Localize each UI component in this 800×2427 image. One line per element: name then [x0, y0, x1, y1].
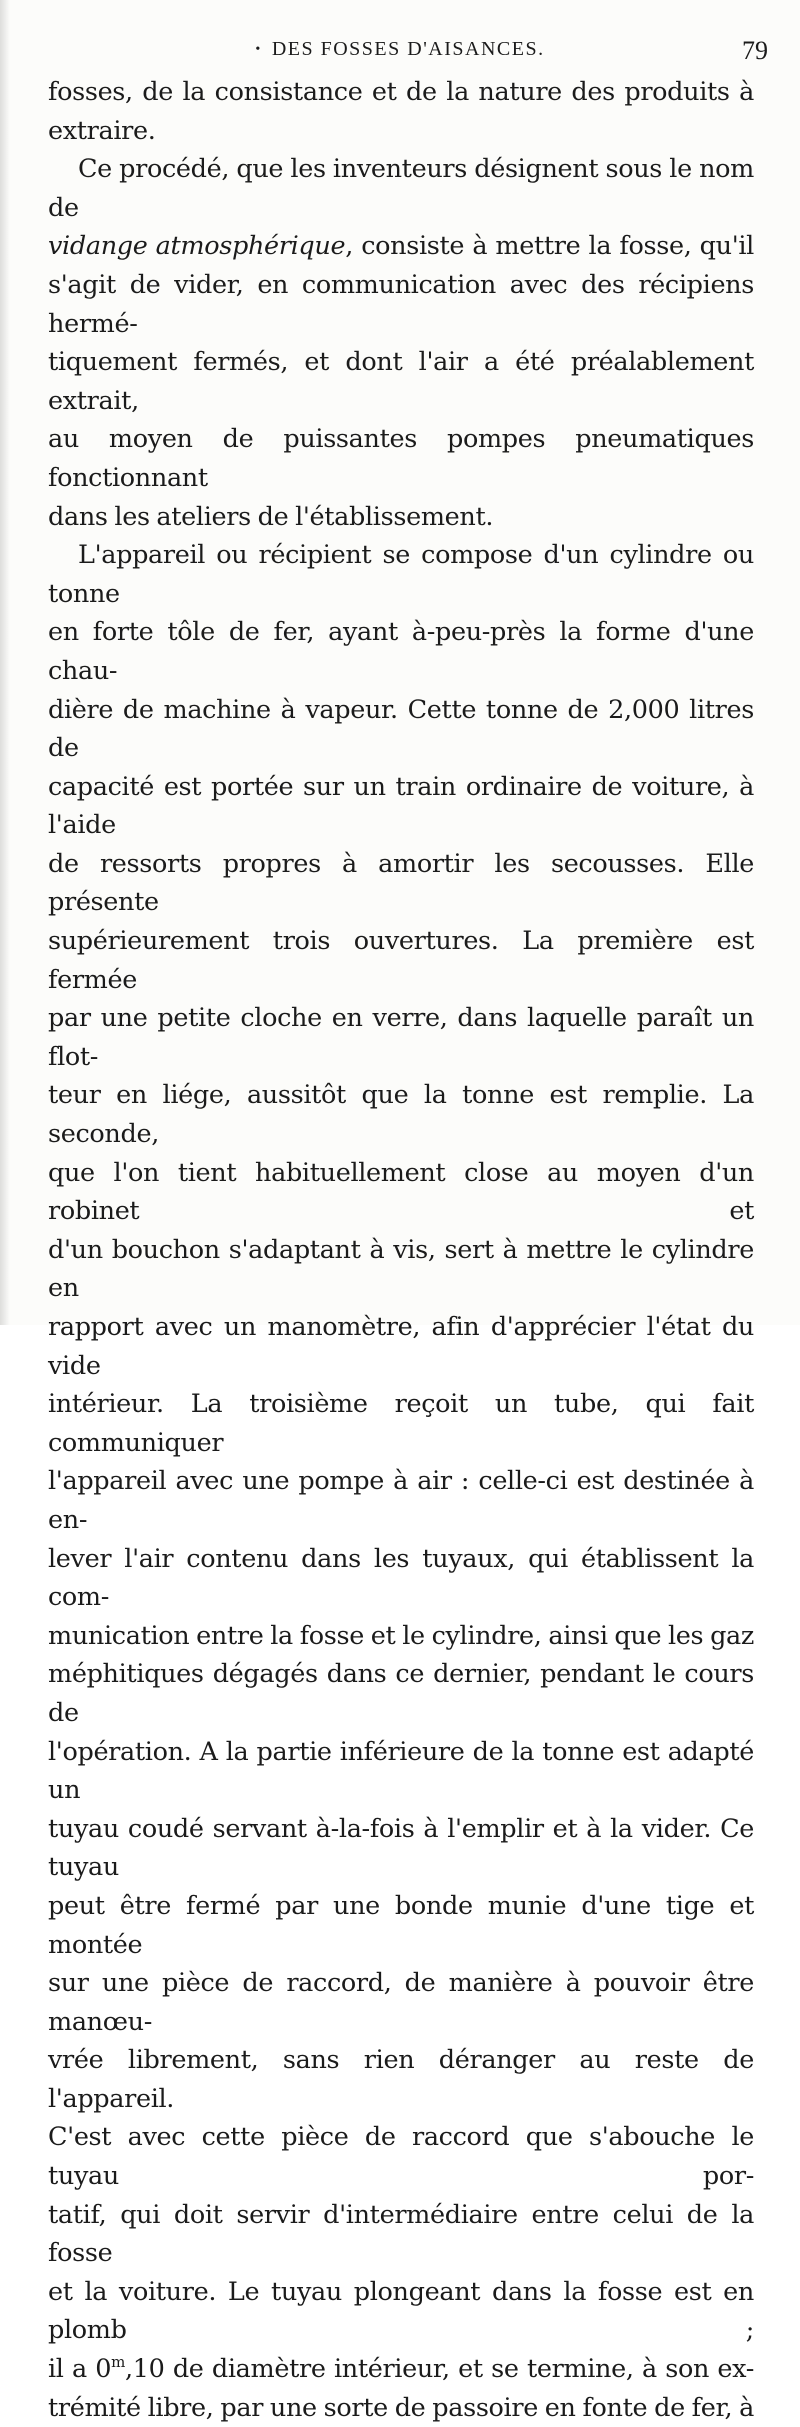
- text-line: au moyen de puissantes pompes pneumatiques fonctionnant: [48, 424, 754, 493]
- text-line: sur une pièce de raccord, de manière à pouvoir être manœu-: [48, 1968, 754, 2037]
- text-line: trémité libre, par une sorte de passoire en fonte de fer, à: [48, 2392, 754, 2423]
- text-line: C'est avec cette pièce de raccord que s'abouche le tuyau por-: [48, 2122, 754, 2192]
- text-line: par une petite cloche en verre, dans laquelle paraît un flot-: [48, 1003, 754, 1072]
- text-line: teur en liége, aussitôt que la tonne est remplie. La seconde,: [48, 1080, 754, 1150]
- running-head: [0, 36, 800, 66]
- text-line: Ce procédé, que les inventeurs désignent sous le nom de: [48, 154, 754, 223]
- text-line: méphitiques dégagés dans ce dernier, pendant le cours de: [48, 1659, 754, 1728]
- text-line: d'un bouchon s'adaptant à vis, sert à mettre le cylindre en: [48, 1234, 754, 1304]
- text-line: en forte tôle de fer, ayant à-peu-près la forme d'une chau-: [48, 617, 754, 686]
- text-line: dans les ateliers de l'établissement.: [48, 501, 494, 532]
- text-line: tiquement fermés, et dont l'air a été préalablement extrait,: [48, 347, 754, 416]
- italic-term: vidange atmosphérique: [48, 231, 346, 262]
- text-line: fosses, de la consistance et de la nature des produits à: [48, 77, 754, 107]
- text-fragment: , consiste à mettre la fosse, qu'il: [345, 231, 754, 262]
- text-line: l'appareil avec une pompe à air : celle-ci est destinée à en-: [48, 1466, 754, 1535]
- text-line: dière de machine à vapeur. Cette tonne de 2,000 litres de: [48, 694, 754, 764]
- text-line: intérieur. La troisième reçoit un tube, qui fait communiquer: [48, 1389, 754, 1458]
- text-line: L'appareil ou récipient se compose d'un cylindre ou tonne: [48, 540, 754, 609]
- text-fragment: il a 0: [48, 2354, 112, 2385]
- binding-shadow: [0, 0, 10, 1325]
- text-line: de ressorts propres à amortir les secousses. Elle présente: [48, 848, 754, 918]
- text-line: supérieurement trois ouvertures. La première est fermée: [48, 926, 754, 995]
- text-line-with-superscript: [48, 2350, 754, 2389]
- text-line: extraire.: [48, 115, 156, 146]
- page-number: 79: [742, 36, 768, 65]
- text-line: s'agit de vider, en communication avec des récipiens hermé-: [48, 269, 754, 339]
- unit-superscript: m: [111, 2353, 125, 2372]
- chapter-title: DES FOSSES D'AISANCES.: [271, 38, 545, 60]
- text-line: l'opération. A la partie inférieure de la tonne est adapté un: [48, 1736, 754, 1806]
- text-line: et la voiture. Le tuyau plongeant dans la fosse est en plomb ;: [48, 2276, 754, 2346]
- ornament-bullet: •: [255, 42, 262, 57]
- text-line: que l'on tient habituellement close au moyen d'un robinet et: [48, 1157, 754, 1227]
- text-line: tuyau coudé servant à-la-fois à l'emplir et à la vider. Ce tuyau: [48, 1813, 754, 1883]
- running-head-title: [0, 38, 800, 61]
- text-line: vrée librement, sans rien déranger au reste de l'appareil.: [48, 2045, 754, 2114]
- text-line: peut être fermé par une bonde munie d'une tige et montée: [48, 1890, 754, 1960]
- body-text: [48, 73, 754, 2427]
- text-fragment: ,10 de diamètre intérieur, et se termine, à son ex-: [124, 2354, 754, 2385]
- text-line: lever l'air contenu dans les tuyaux, qui établissent la com-: [48, 1543, 754, 1613]
- text-line-with-italic: [48, 227, 754, 266]
- text-line: tatif, qui doit servir d'intermédiaire entre celui de la fosse: [48, 2199, 754, 2269]
- text-line: rapport avec un manomètre, afin d'apprécier l'état du vide: [48, 1312, 754, 1381]
- text-line: capacité est portée sur un train ordinaire de voiture, à l'aide: [48, 771, 754, 841]
- text-line: munication entre la fosse et le cylindre, ainsi que les gaz: [48, 1620, 754, 1651]
